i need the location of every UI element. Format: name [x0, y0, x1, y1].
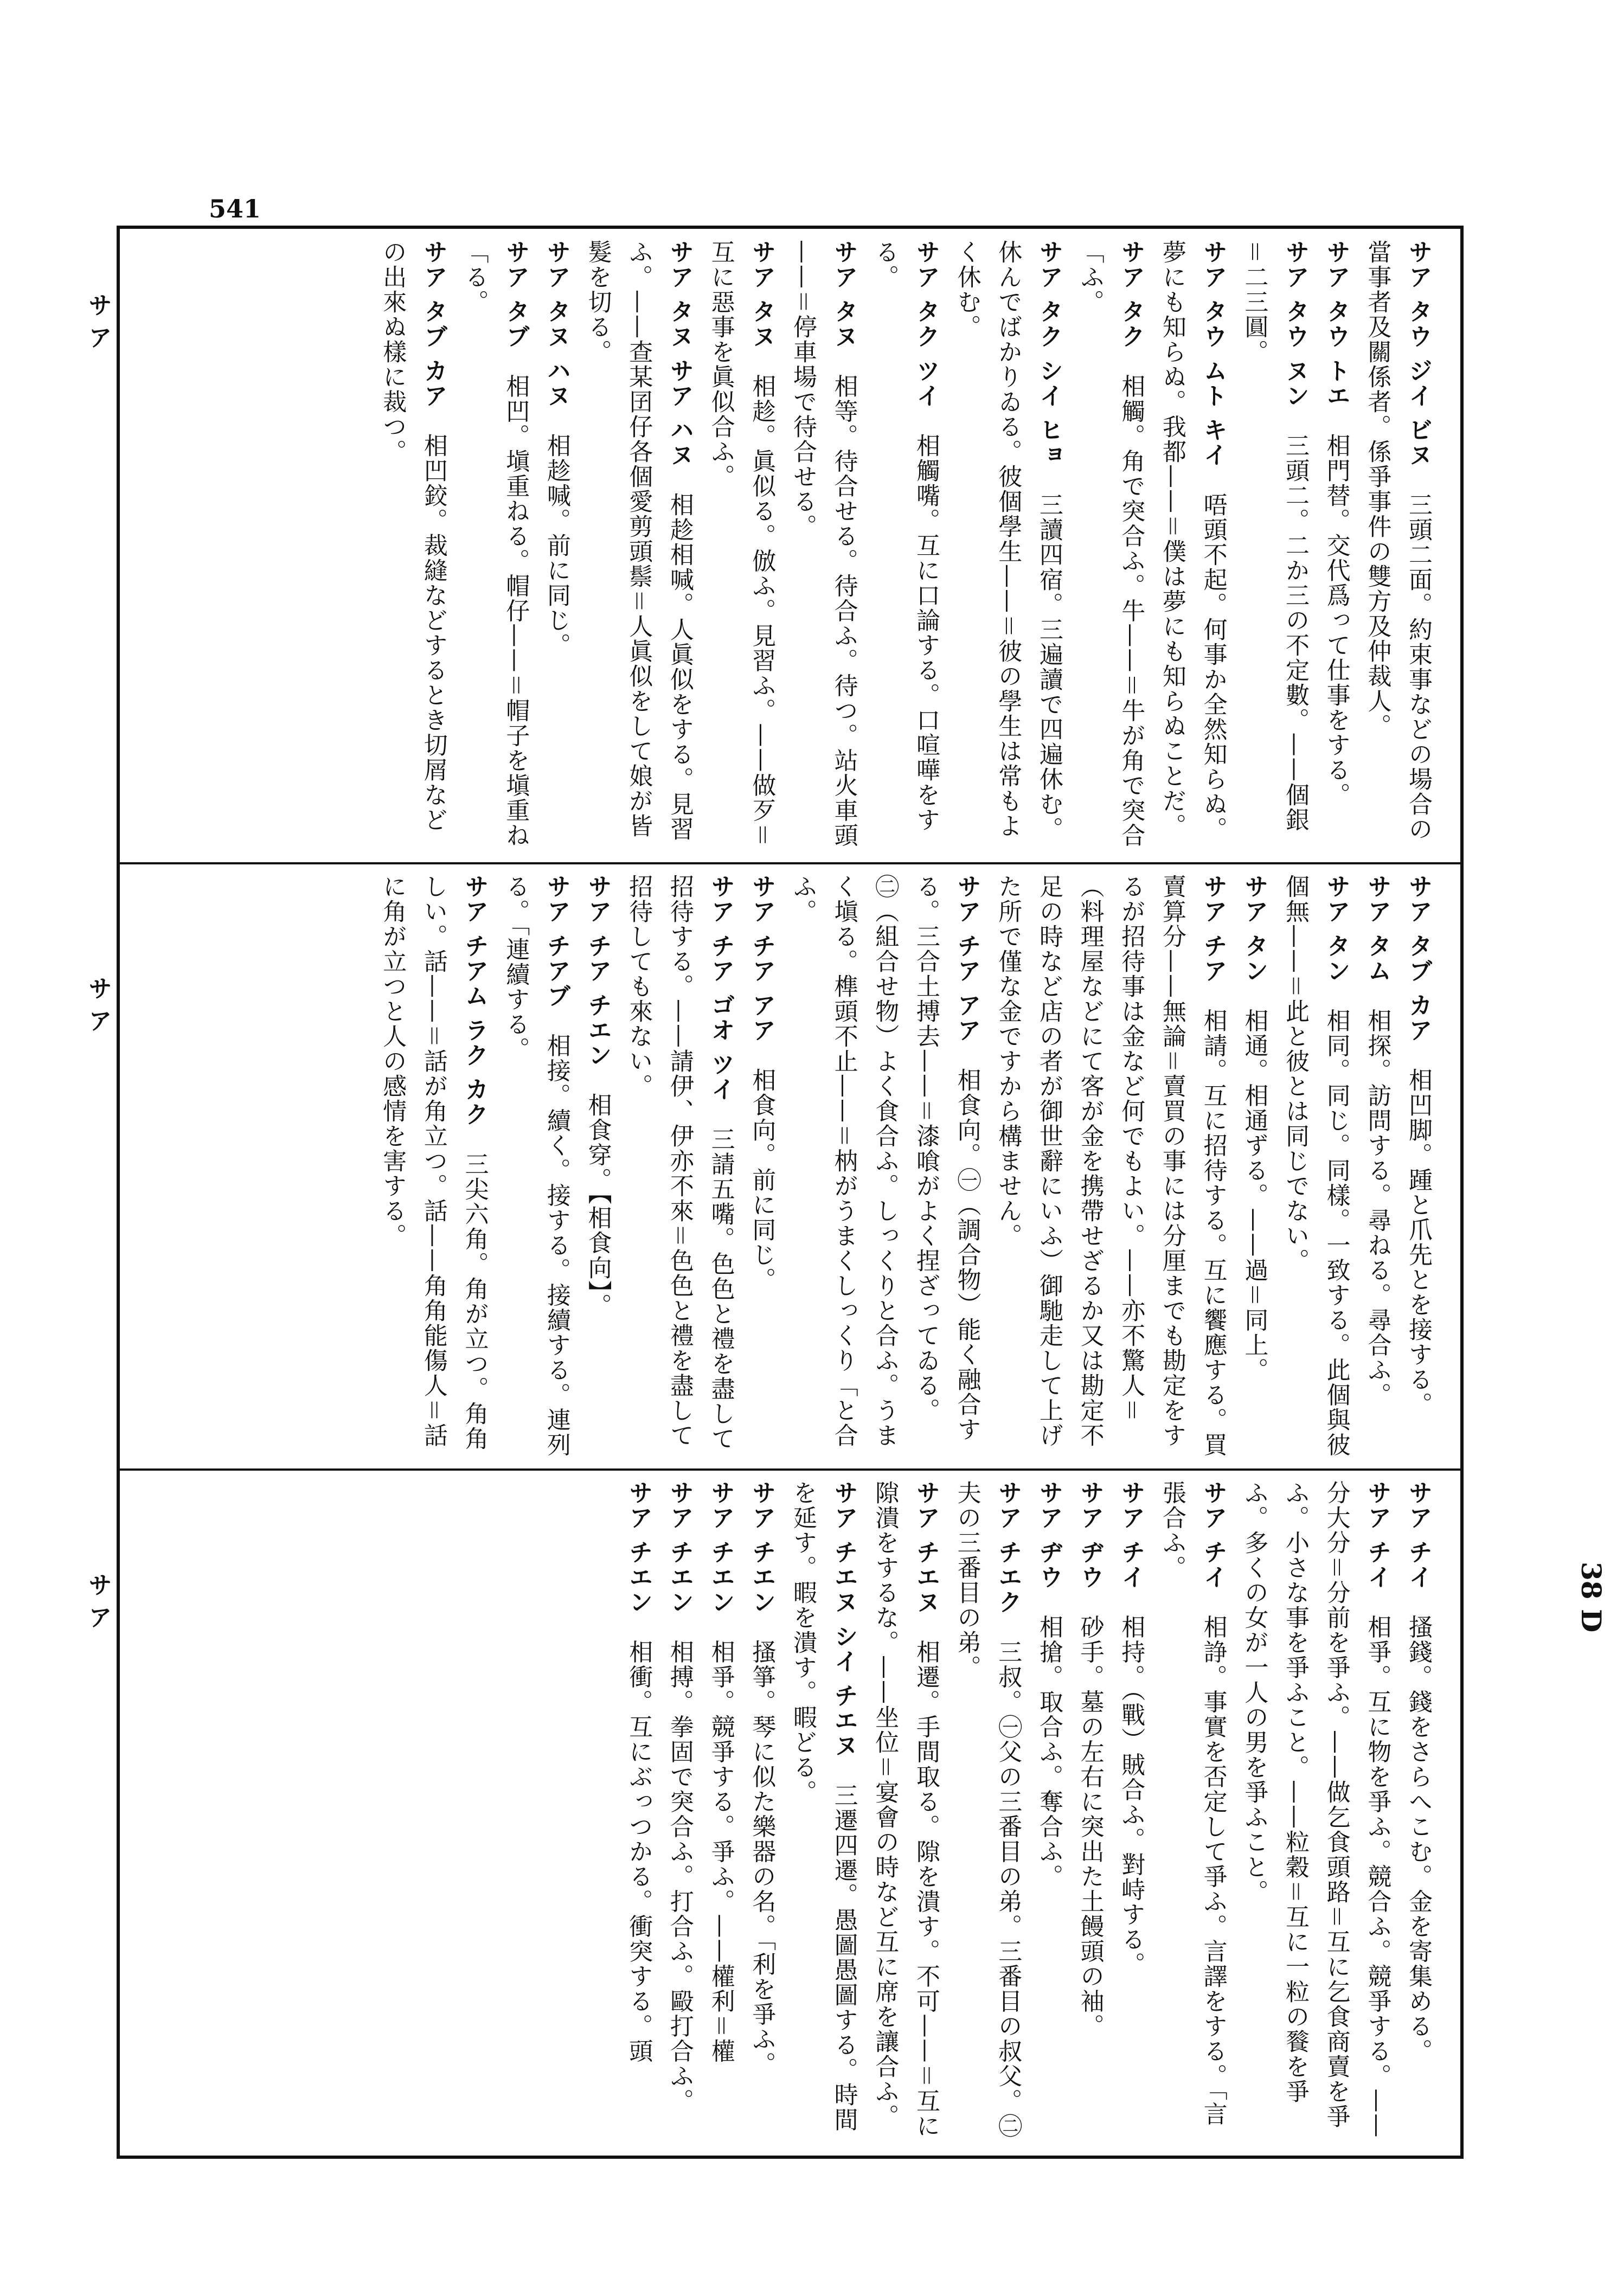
dictionary-entry	[782, 874, 905, 1458]
entry-definition: 三遷四遷。愚圖愚圖する。時間を延す。暇を潰す。暇どる。	[788, 1480, 858, 2132]
dictionary-entry	[1357, 874, 1398, 1458]
entry-definition: 相凹。塡重ねる。帽仔——＝帽子を塡重ね「る。	[460, 240, 530, 848]
dictionary-entry	[1069, 240, 1151, 851]
dictionary-entry	[1234, 874, 1275, 1458]
entry-headword: サア チエン	[625, 1480, 653, 1615]
entry-definition: 相觸。角で突合ふ。牛——＝牛が角で突合「ふ。	[1076, 240, 1145, 848]
entry-headword: サア タヌ ハヌ	[542, 240, 570, 408]
dictionary-entry	[1234, 240, 1316, 851]
entry-definition: 相遷。手間取る。隙を潰す。不可——＝互に隙潰をするな。——坐位＝宴會の時など互に席を讓合ふ。	[871, 1480, 940, 2139]
entry-definition: 相食向。前に同じ。	[748, 1067, 776, 1292]
dictionary-entry	[741, 1480, 782, 2145]
dictionary-entry	[577, 240, 700, 851]
dictionary-entry	[536, 240, 577, 851]
section-side-label-top: サ ア	[84, 293, 112, 349]
entry-definition: 相趁相喊。人眞似をする。見習ふ。——查某囝仔各個愛剪頭鬃＝人眞似をして娘が皆髮を切る。	[583, 240, 694, 842]
entry-headword: サア タウ ヌン	[1281, 240, 1309, 408]
entry-headword: サア チア アア	[953, 874, 981, 1043]
dictionary-entry	[659, 1480, 700, 2145]
entry-definition: 相接。續く。接する。接續する。連列る。「連續する。	[502, 874, 570, 1458]
dictionary-entry	[782, 240, 864, 851]
entry-headword: サア タン	[1322, 874, 1350, 984]
dictionary-entry	[946, 1480, 1028, 2145]
entry-headword: サア チエク	[994, 1480, 1022, 1615]
entry-definition: 相爭。互に物を爭ふ。競合ふ。競爭する。——分大分＝分前を爭ふ。——做乞食頭路＝互に乞食商賣を爭ふ。小さな事を爭ふこと。——粒穀＝互に一粒の餮を爭ふ。多くの女が一人の男を爭ふこと。	[1240, 1480, 1391, 2139]
entry-headword: サア タブ	[502, 240, 530, 349]
dictionary-frame	[117, 226, 1464, 2159]
section-divider	[120, 1468, 1460, 1471]
dictionary-entry	[1234, 1480, 1398, 2145]
entry-definition: 三頭二。二か三の不定數。——個銀＝二三圓。	[1240, 240, 1309, 832]
section-side-label-middle: サ ア	[84, 976, 112, 1032]
entry-definition: 相同。同じ。同樣。一致する。此個與彼個無——＝此と彼とは同じでない。	[1281, 874, 1350, 1458]
dictionary-entry	[741, 874, 782, 1458]
entry-headword: サア チエン	[748, 1480, 776, 1615]
entry-definition: 相觸嘴。互に口論する。口喧嘩をする。	[871, 240, 940, 832]
entry-definition: 相爭。競爭する。爭ふ。——權利＝權	[707, 1639, 735, 2064]
entry-headword: サア タヌ	[830, 240, 858, 349]
dictionary-entry	[946, 240, 1069, 851]
entry-headword: サア チア アア	[748, 874, 776, 1043]
entry-definition: 相等。待合せる。待合ふ。待つ。站火車頭——＝停車場で待合せる。	[788, 240, 858, 848]
entry-headword: サア チア ゴオ ツイ	[707, 874, 735, 1102]
entry-definition: 相搶。取合ふ。奪合ふ。	[1035, 1614, 1063, 1889]
dictionary-entry	[1151, 240, 1233, 851]
entry-headword: サア タク シイ ヒョ	[1035, 240, 1063, 467]
entry-headword: サア チエン	[707, 1480, 735, 1615]
entry-definition: 相持。（戰）賊合ふ。對峙する。	[1117, 1614, 1145, 1977]
entry-definition: 相通。相通ずる。——過＝同上。	[1240, 1008, 1268, 1383]
dictionary-section-top	[142, 240, 1439, 851]
entry-headword: サア タム	[1363, 874, 1391, 984]
entry-headword: サア タブ カア	[1404, 874, 1432, 1043]
dictionary-entry	[700, 1480, 741, 2145]
dictionary-entry	[987, 874, 1234, 1458]
entry-headword: サア チイ	[1404, 1480, 1432, 1590]
entry-headword: サア チイ	[1363, 1480, 1391, 1590]
section-side-label-bottom: サ ア	[84, 1573, 112, 1629]
dictionary-entry	[618, 1480, 659, 2145]
dictionary-section-bottom	[142, 1480, 1439, 2145]
dictionary-entry	[495, 874, 577, 1458]
entry-headword: サア チイ	[1199, 1480, 1227, 1590]
entry-headword: サア タン	[1240, 874, 1268, 984]
page-number: 541	[209, 194, 261, 223]
dictionary-section-middle	[142, 874, 1439, 1458]
dictionary-entry	[1397, 874, 1439, 1458]
entry-headword: サア タヌ サア ハヌ	[665, 240, 694, 467]
dictionary-entry	[577, 874, 618, 1458]
dictionary-entry	[864, 240, 946, 851]
entry-headword: サア チア チエン	[583, 874, 612, 1068]
dictionary-entry	[1111, 1480, 1152, 2145]
dictionary-entry	[1316, 240, 1357, 851]
entry-definition: 三尖六角。角が立つ。角角しい。話——＝話が角立つ。話——角角能傷人＝話に角が立つと人の感情を害する。	[379, 874, 489, 1451]
dictionary-entry	[1397, 1480, 1439, 2145]
dictionary-entry	[782, 1480, 864, 2145]
dictionary-entry	[1028, 1480, 1069, 2145]
dictionary-entry	[618, 874, 741, 1458]
entry-headword: サア タウ ムト キイ	[1199, 240, 1227, 467]
entry-definition: 相趁喊。前に同じ。	[542, 433, 570, 658]
entry-headword: サア ヂウ	[1035, 1480, 1063, 1590]
section-divider	[120, 862, 1460, 864]
entry-headword: サア チイ	[1117, 1480, 1145, 1590]
entry-headword: サア タク ツイ	[912, 240, 940, 408]
dictionary-entry	[1357, 240, 1439, 851]
entry-definition: 搔錢。錢をさらへこむ。金を寄集める。	[1404, 1614, 1432, 2064]
entry-headword: サア ヂウ	[1076, 1480, 1104, 1590]
entry-definition: 相凹脚。踵と爪先とを接する。	[1404, 1067, 1432, 1417]
dictionary-entry	[864, 1480, 946, 2145]
dictionary-entry	[1151, 1480, 1233, 2145]
entry-definition: 唔頭不起。何事か全然知らぬ。夢にも知らぬ。我都——＝僕は夢にも知らぬことだ。	[1158, 240, 1227, 842]
entry-definition: ㊁（組合せ物）よく食合ふ。しっくりと合ふ。うまく塡る。榫頭不止——＝枘がうまくしっくり「と合ふ。	[788, 874, 899, 1448]
entry-headword: サア チア	[1199, 874, 1227, 984]
entry-headword: サア タウ ジイ ビヌ	[1404, 240, 1432, 467]
entry-headword: サア チエヌ	[912, 1480, 940, 1615]
entry-headword: サア タブ カア	[419, 240, 447, 408]
entry-definition: 砂手。墓の左右に突出た土饅頭の袖。	[1076, 1614, 1104, 2039]
dictionary-entry	[700, 240, 782, 851]
entry-definition: 相衝。互にぶっつかる。衝突する。頭	[625, 1639, 653, 2064]
entry-definition: 相趁。眞似る。倣ふ。見習ふ。——做歹＝互に惡事を眞似合ふ。	[707, 240, 776, 848]
dictionary-entry	[905, 874, 987, 1458]
entry-definition: 三讀四宿。三遍讀で四遍休む。休んでばかりゐる。彼個學生——＝彼の學生は常もよく休む。	[953, 240, 1063, 842]
entry-headword: サア タウ トエ	[1322, 240, 1350, 408]
dictionary-entry	[454, 240, 536, 851]
corner-code: 38 D	[1575, 1562, 1607, 1633]
entry-definition: 相請。互に招待する。互に饗應する。買賣算分——無論＝賣買の事には分厘までも勘定をするが招待事は金など何でもよい。——亦不驚人＝（料理屋などにて客が金を携帶せざるか又は勘定不足の時など店の者が御世辭にいふ）御馳走して上げた所で僅な金ですから構ません。	[994, 874, 1227, 1458]
dictionary-entry	[1274, 874, 1356, 1458]
entry-definition: 相食穿。【相食向】。	[583, 1092, 612, 1318]
entry-definition: 三叔。㊀父の三番目の弟。三番目の叔父。㊁夫の三番目の弟。	[953, 1480, 1022, 2139]
entry-definition: 搔箏。琴に似た樂器の名。「利を爭ふ。	[748, 1639, 776, 2077]
entry-definition: 三頭二面。約束事などの場合の當事者及關係者。係爭事件の雙方及仲裁人。	[1363, 240, 1432, 842]
entry-definition: 相探。訪問する。尋ねる。尋合ふ。	[1363, 1008, 1391, 1408]
entry-definition: 三請五嘴。色色と禮を盡して招待する。——請伊、伊亦不來＝色色と禮を盡して招待しても來ない。	[625, 874, 735, 1451]
entry-headword: サア チエン	[665, 1480, 694, 1615]
entry-headword: サア タク	[1117, 240, 1145, 349]
entry-definition: 相凹鉸。裁縫などするとき切屑などの出來ぬ樣に裁つ。	[379, 240, 447, 832]
dictionary-entry	[372, 874, 495, 1458]
entry-definition: 相搏。拳固で突合ふ。打合ふ。毆打合ふ。	[665, 1639, 694, 2114]
entry-headword: サア タヌ	[748, 240, 776, 349]
entry-definition: 相食向。㊀（調合物）能く融合する。三合土搏去——＝漆喰がよく捏ざってゐる。	[912, 874, 981, 1442]
entry-headword: サア チエヌ シイ チエヌ	[830, 1480, 858, 1758]
dictionary-entry	[1069, 1480, 1111, 2145]
entry-headword: サア チアブ	[542, 874, 570, 1009]
dictionary-entry	[372, 240, 454, 851]
entry-definition: 相諍。事實を否定して爭ふ。言譯をする。「言張合ふ。	[1158, 1480, 1227, 2127]
entry-headword: サア チアム ラク カク	[460, 874, 489, 1127]
entry-definition: 相門替。交代爲って仕事をする。	[1322, 433, 1350, 807]
